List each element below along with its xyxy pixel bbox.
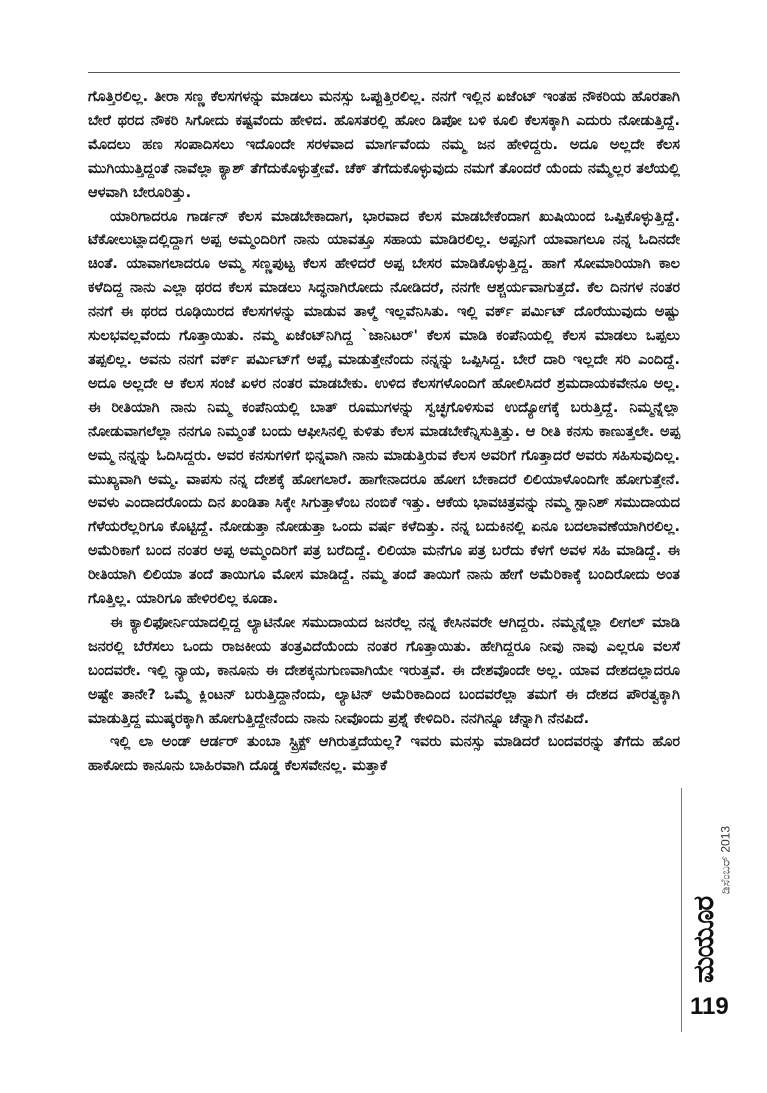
paragraph-2: ಯಾರಿಗಾದರೂ ಗಾರ್ಡನ್ ಕೆಲಸ ಮಾಡಬೇಕಾದಾಗ, ಭಾರವಾದ ಕೆಲಸ ಮಾಡಬೇಕೆಂದಾಗ ಖುಷಿಯಿಂದ ಒಪ್ಪಿಕೊಳ್ಳುತ್ತಿದ್ದೆ. ಟೆಕೋಲುಟ್ಲಾದಲ್ಲಿದ್ದಾಗ ಅಪ್ಪ ಅಮ್ಮಂದಿರಿಗೆ ನಾನು ಯಾವತ್ತೂ ಸಹಾಯ ಮಾಡಿರಲಿಲ್ಲ. ಅಪ್ಪನಿಗೆ ಯಾವಾಗಲೂ ನನ್ನ ಓದಿನದೇ ಚಿಂತೆ. ಯಾವಾಗಲಾದರೂ ಅಮ್ಮ ಸಣ್ಣಪುಟ್ಟ ಕೆಲಸ ಹೇಳಿದರೆ ಅಪ್ಪ ಬೇಸರ ಮಾಡಿಕೊಳ್ಳುತ್ತಿದ್ದ. ಹಾಗೆ ಸೋಮಾರಿಯಾಗಿ ಕಾಲ ಕಳೆದಿದ್ದ ನಾನು ಎಲ್ಲಾ ಥರದ ಕೆಲಸ ಮಾಡಲು ಸಿದ್ಧನಾಗಿರೋದು ನೋಡಿದರೆ, ನನಗೇ ಆಶ್ಚರ್ಯವಾಗುತ್ತದೆ. ಕೆಲ ದಿನಗಳ ನಂತರ ನನಗೆ ಈ ಥರದ ರೂಢಿಯಿರದ ಕೆಲಸಗಳನ್ನು ಮಾಡುವ ತಾಳ್ಮೆ ಇಲ್ಲವೆನಿಸಿತು. ಇಲ್ಲಿ ವರ್ಕ್ ಪರ್ಮಿಟ್ ದೊರೆಯುವುದು ಅಷ್ಟು ಸುಲಭವಲ್ಲವೆಂದು ಗೊತ್ತಾಯಿತು. ನಮ್ಮ ಏಜೆಂಟ್‌ನಿಗಿದ್ದ `ಜಾನಿಟರ್' ಕೆಲಸ ಮಾಡಿ ಕಂಪೆನಿಯಲ್ಲಿ ಕೆಲಸ ಮಾಡಲು ಒಪ್ಪಲು ತಪ್ಪಲಿಲ್ಲ. ಅವನು ನನಗೆ ವರ್ಕ್ ಪರ್ಮಿಟ್‌ಗೆ ಅಪ್ಲೈ ಮಾಡುತ್ತೇನೆಂದು ನನ್ನನ್ನು ಒಪ್ಪಿಸಿದ್ದ. ಬೇರೆ ದಾರಿ ಇಲ್ಲದೇ ಸರಿ ಎಂದಿದ್ದೆ. ಅದೂ ಅಲ್ಲದೇ ಆ ಕೆಲಸ ಸಂಜೆ ಏಳರ ನಂತರ ಮಾಡಬೇಕು. ಉಳಿದ ಕೆಲಸಗಳೊಂದಿಗೆ ಹೋಲಿಸಿದರೆ ಶ್ರಮದಾಯಕವೇನೂ ಅಲ್ಲ. ಈ ರೀತಿಯಾಗಿ ನಾನು ನಿಮ್ಮ ಕಂಪೆನಿಯಲ್ಲಿ ಬಾತ್ ರೂಮುಗಳನ್ನು ಸ್ವಚ್ಛಗೊಳಿಸುವ ಉದ್ಯೋಗಕ್ಕೆ ಬರುತ್ತಿದ್ದೆ. ನಿಮ್ಮನ್ನೆಲ್ಲಾ ನೋಡುವಾಗಲೆಲ್ಲಾ ನನಗೂ ನಿಮ್ಮಂತೆ ಬಂದು ಆಫೀಸಿನಲ್ಲಿ ಕುಳಿತು ಕೆಲಸ ಮಾಡಬೇಕೆನ್ನಿಸುತ್ತಿತ್ತು. ಆ ರೀತಿ ಕನಸು ಕಾಣುತ್ತಲೇ. ಅಪ್ಪ ಅಮ್ಮ ನನ್ನನ್ನು ಓದಿಸಿದ್ದರು. ಅವರ ಕನಸುಗಳಿಗೆ ಭಿನ್ನವಾಗಿ ನಾನು ಮಾಡುತ್ತಿರುವ ಕೆಲಸ ಅವರಿಗೆ ಗೊತ್ತಾದರೆ ಅವರು ಸಹಿಸುವುದಿಲ್ಲ. ಮುಖ್ಯವಾಗಿ ಅಮ್ಮ. ವಾಪಸು ನನ್ನ ದೇಶಕ್ಕೆ ಹೋಗಲಾರೆ. ಹಾಗೇನಾದರೂ ಹೋಗ ಬೇಕಾದರೆ ಲಿಲಿಯಾಳೊಂದಿಗೇ ಹೋಗುತ್ತೇನೆ. ಅವಳು ಎಂದಾದರೊಂದು ದಿನ ಖಂಡಿತಾ ಸಿಕ್ಕೇ ಸಿಗುತ್ತಾಳೆಂಬ ನಂಬಿಕೆ ಇತ್ತು. ಆಕೆಯ ಭಾವಚಿತ್ರವನ್ನು ನಮ್ಮ ಸ್ಪಾನಿಶ್ ಸಮುದಾಯದ ಗೆಳೆಯರೆಲ್ಲರಿಗೂ ಕೊಟ್ಟಿದ್ದೆ. ನೋಡುತ್ತಾ ನೋಡುತ್ತಾ ಒಂದು ವರ್ಷ ಕಳೆದಿತ್ತು. ನನ್ನ ಬದುಕಿನಲ್ಲಿ ಏನೂ ಬದಲಾವಣೆಯಾಗಿರಲಿಲ್ಲ. ಅಮೆರಿಕಾಗೆ ಬಂದ ನಂತರ ಅಪ್ಪ ಅಮ್ಮಂದಿರಿಗೆ ಪತ್ರ ಬರೆದಿದ್ದೆ. ಲಿಲಿಯಾ ಮನೆಗೂ ಪತ್ರ ಬರೆದು ಕೆಳಗೆ ಅವಳ ಸಹಿ ಮಾಡಿದ್ದೆ. ಈ ರೀತಿಯಾಗಿ ಲಿಲಿಯಾ ತಂದೆ ತಾಯಿಗೂ ಮೋಸ ಮಾಡಿದ್ದೆ. ನಮ್ಮ ತಂದೆ ತಾಯಿಗೆ ನಾನು ಹೇಗೆ ಅಮೆರಿಕಾಕ್ಕೆ ಬಂದಿರೋದು ಅಂತ ಗೊತ್ತಿಲ್ಲ. ಯಾರಿಗೂ ಹೇಳಿರಲಿಲ್ಲ ಕೂಡಾ.: [88, 208, 680, 608]
magazine-logo-text: ಮಯೂರ: [687, 896, 720, 984]
header-rule: [88, 72, 680, 73]
article-body: [88, 86, 680, 779]
magazine-logo: [687, 790, 720, 990]
paragraph-4: ಇಲ್ಲಿ ಲಾ ಅಂಡ್ ಆರ್ಡರ್ ತುಂಬಾ ಸ್ಟ್ರಿಕ್ಟ್ ಆಗಿರುತ್ತದೆಯಲ್ಲ? ಇವರು ಮನಸ್ಸು ಮಾಡಿದರೆ ಬಂದವರನ್ನು ತೆಗೆದು ಹೊರ ಹಾಕೋದು ಕಾನೂನು ಬಾಹಿರವಾಗಿ ದೊಡ್ಡ ಕೆಲಸವೇನಲ್ಲ. ಮತ್ತಾಕೆ: [88, 734, 680, 775]
page-number: 119: [690, 993, 729, 1020]
paragraph-3: ಈ ಕ್ಯಾಲಿಫೋರ್ನಿಯಾದಲ್ಲಿದ್ದ ಲ್ಯಾಟಿನೋ ಸಮುದಾಯದ ಜನರೆಲ್ಲ ನನ್ನ ಕೇಸಿನವರೇ ಆಗಿದ್ದರು. ನಮ್ಮನ್ನೆಲ್ಲಾ ಲೀಗಲ್ ಮಾಡಿ ಜನರಲ್ಲಿ ಬೆರೆಸಲು ಒಂದು ರಾಜಕೀಯ ತಂತ್ರವಿದೆಯೆಂದು ನಂತರ ಗೊತ್ತಾಯಿತು. ಹೇಗಿದ್ದರೂ ನೀವು ನಾವು ಎಲ್ಲರೂ ವಲಸೆ ಬಂದವರೇ. ಇಲ್ಲಿ ನ್ಯಾಯ, ಕಾನೂನು ಈ ದೇಶಕ್ಕನುಗುಣವಾಗಿಯೇ ಇರುತ್ತವೆ. ಈ ದೇಶವೊಂದೇ ಅಲ್ಲ. ಯಾವ ದೇಶದಲ್ಲಾದರೂ ಅಷ್ಟೇ ತಾನೇ? ಒಮ್ಮೆ ಕ್ಲಿಂಟನ್ ಬರುತ್ತಿದ್ದಾನೆಂದು, ಲ್ಯಾಟಿನ್ ಅಮೆರಿಕಾದಿಂದ ಬಂದವರೆಲ್ಲಾ ತಮಗೆ ಈ ದೇಶದ ಪೌರತ್ವಕ್ಕಾಗಿ ಮಾಡುತ್ತಿದ್ದ ಮುಷ್ಕರಕ್ಕಾಗಿ ಹೋಗುತ್ತಿದ್ದೇನೆಂದು ನಾನು ನೀವೊಂದು ಪ್ರಶ್ನೆ ಕೇಳಿದಿರಿ. ನನಗಿನ್ನೂ ಚೆನ್ನಾಗಿ ನೆನಪಿದೆ.: [88, 614, 680, 727]
sidebar-rule: [681, 788, 682, 1032]
paragraph-1: ಗೊತ್ತಿರಲಿಲ್ಲ. ತೀರಾ ಸಣ್ಣ ಕೆಲಸಗಳನ್ನು ಮಾಡಲು ಮನಸ್ಸು ಒಪ್ಪುತ್ತಿರಲಿಲ್ಲ. ನನಗೆ ಇಲ್ಲಿನ ಏಜೆಂಟ್ ಇಂತಹ ನೌಕರಿಯ ಹೊರತಾಗಿ ಬೇರೆ ಥರದ ನೌಕರಿ ಸಿಗೋದು ಕಷ್ಟವೆಂದು ಹೇಳಿದ. ಹೊಸತರಲ್ಲಿ ಹೋಂ ಡಿಪೋ ಬಳಿ ಕೂಲಿ ಕೆಲಸಕ್ಕಾಗಿ ಎದುರು ನೋಡುತ್ತಿದ್ದೆ. ಮೊದಲು ಹಣ ಸಂಪಾದಿಸಲು ಇದೊಂದೇ ಸರಳವಾದ ಮಾರ್ಗವೆಂದು ನಮ್ಮ ಜನ ಹೇಳಿದ್ದರು. ಅದೂ ಅಲ್ಲದೇ ಕೆಲಸ ಮುಗಿಯುತ್ತಿದ್ದಂತೆ ನಾವೆಲ್ಲಾ ಕ್ಯಾಶ್ ತೆಗೆದುಕೊಳ್ಳುತ್ತೇವೆ. ಚೆಕ್ ತೆಗೆದುಕೊಳ್ಳುವುದು ನಮಗೆ ತೊಂದರೆ ಯೆಂದು ನಮ್ಮೆಲ್ಲರ ತಲೆಯಲ್ಲಿ ಆಳವಾಗಿ ಬೇರೂರಿತ್ತು.: [88, 89, 681, 201]
issue-date: ಡಿಸೆಂಬರ್ 2013: [718, 825, 733, 895]
magazine-sidebar: [687, 790, 733, 990]
